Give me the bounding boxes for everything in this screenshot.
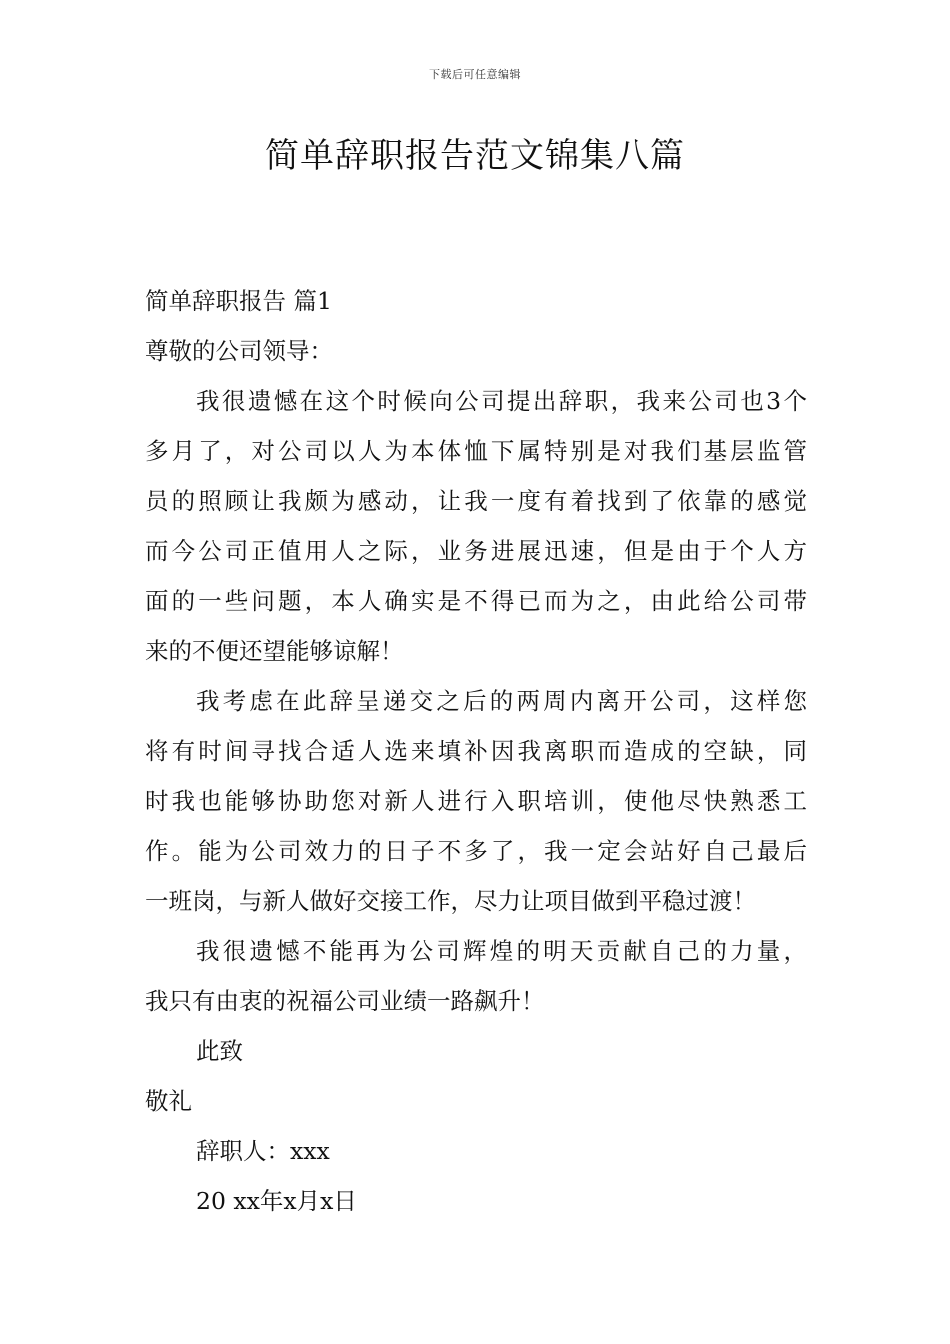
paragraph-2-line-1: 我考虑在此辞呈递交之后的两周内离开公司，这样您: [196, 687, 807, 715]
paragraph-1-line-6: 来的不便还望能够谅解！: [145, 637, 404, 665]
closing-line-2: 敬礼: [145, 1087, 192, 1115]
signer-line: 辞职人：xxx: [196, 1137, 330, 1165]
paragraph-2-line-2: 将有时间寻找合适人选来填补因我离职而造成的空缺，同: [145, 737, 807, 765]
document-title: 简单辞职报告范文锦集八篇: [265, 136, 685, 176]
section-heading: 简单辞职报告 篇1: [145, 287, 332, 315]
paragraph-3-line-1: 我很遗憾不能再为公司辉煌的明天贡献自己的力量，: [196, 937, 807, 965]
date-line: 20 xx年x月x日: [196, 1187, 357, 1215]
salutation: 尊敬的公司领导：: [145, 337, 333, 365]
paragraph-1-line-3: 员的照顾让我颇为感动，让我一度有着找到了依靠的感觉: [145, 487, 807, 515]
closing-line-1: 此致: [196, 1037, 243, 1065]
document-body: [145, 276, 807, 1226]
paragraph-2-line-5: 一班岗，与新人做好交接工作，尽力让项目做到平稳过渡！: [145, 887, 756, 915]
paragraph-3-line-2: 我只有由衷的祝福公司业绩一路飙升！: [145, 987, 545, 1015]
paragraph-1-line-2: 多月了，对公司以人为本体恤下属特别是对我们基层监管: [145, 437, 807, 465]
paragraph-1-line-4: 而今公司正值用人之际，业务进展迅速，但是由于个人方: [145, 537, 807, 565]
paragraph-1-line-5: 面的一些问题，本人确实是不得已而为之，由此给公司带: [145, 587, 807, 615]
header-note: 下载后可任意编辑: [429, 68, 521, 81]
paragraph-2-line-3: 时我也能够协助您对新人进行入职培训，使他尽快熟悉工: [145, 787, 807, 815]
paragraph-2-line-4: 作。能为公司效力的日子不多了，我一定会站好自己最后: [145, 837, 807, 865]
paragraph-1-line-1: 我很遗憾在这个时候向公司提出辞职，我来公司也3个: [196, 387, 807, 415]
